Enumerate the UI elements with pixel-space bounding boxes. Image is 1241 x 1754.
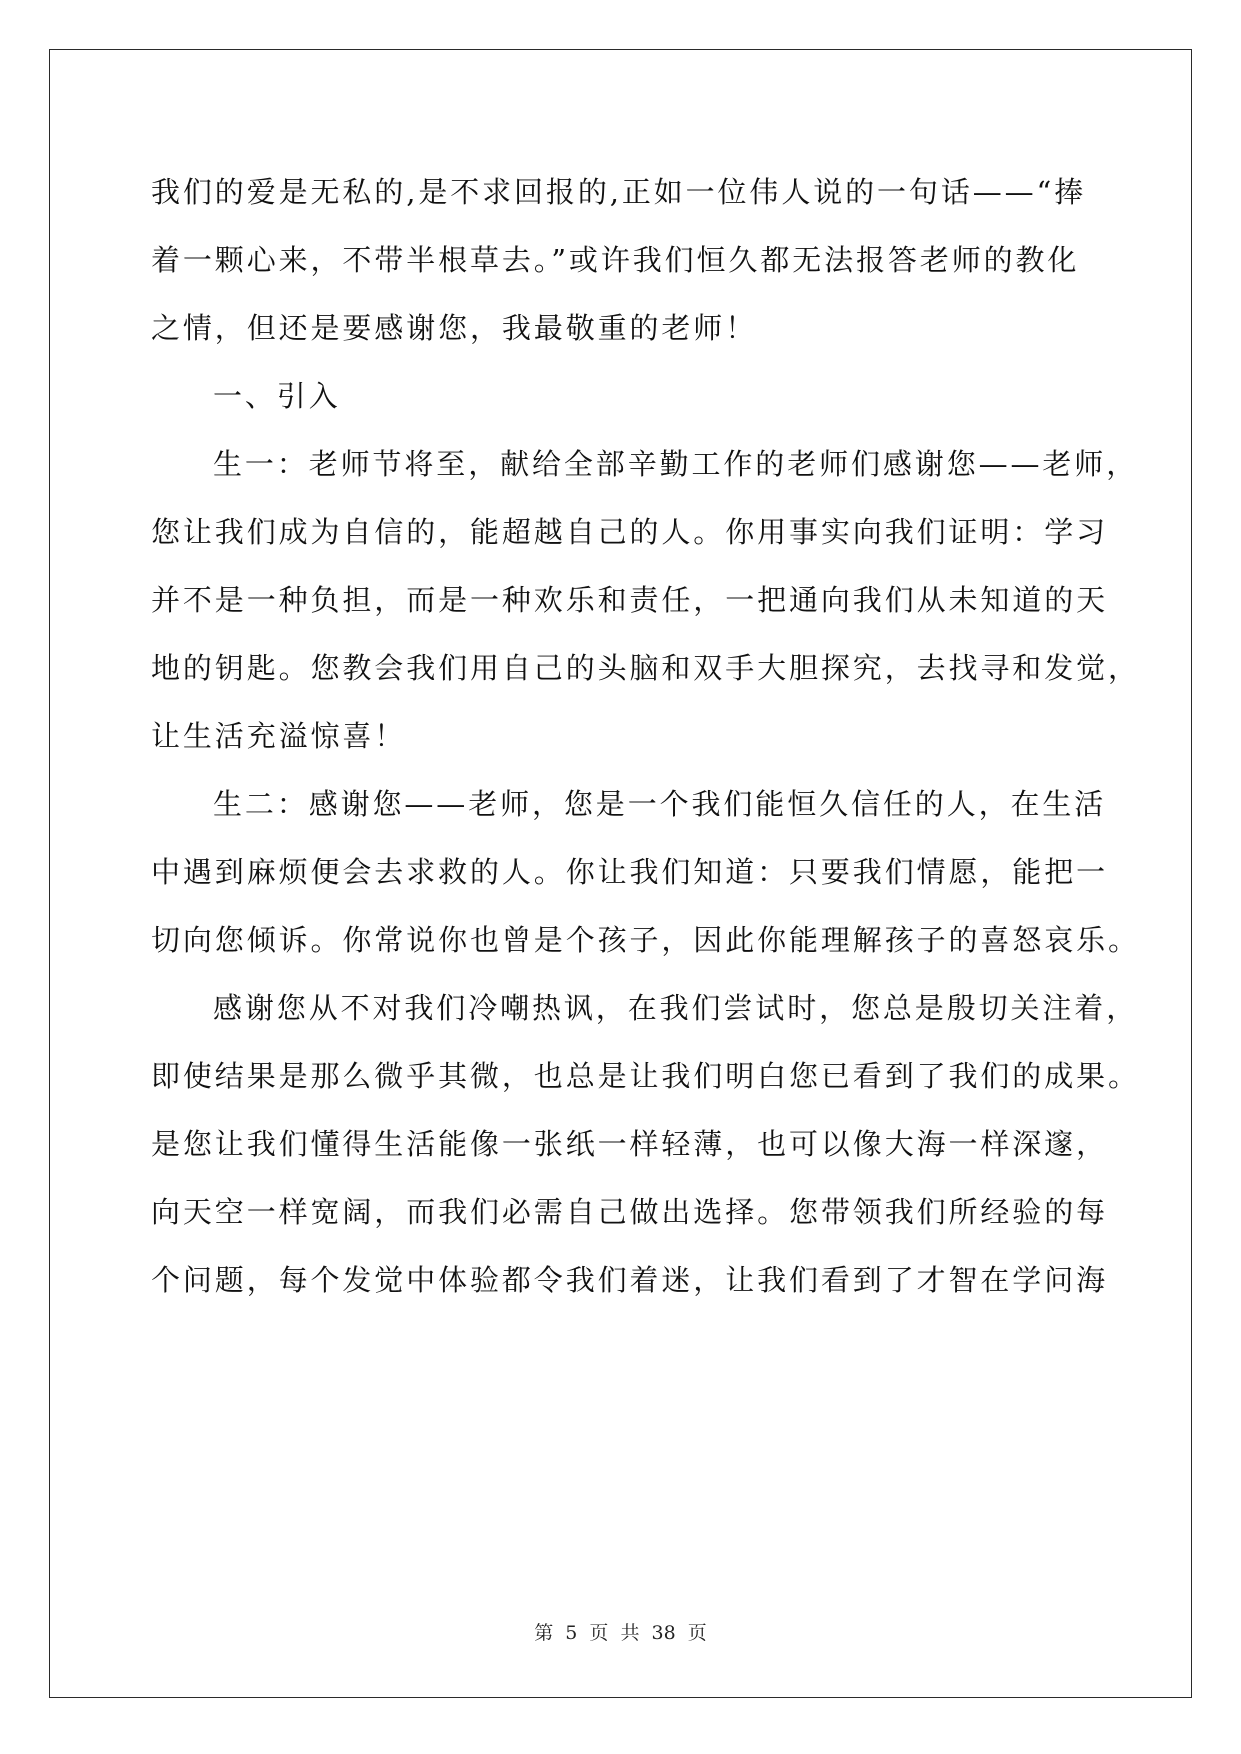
text-line: 一、引入 <box>213 379 341 413</box>
text-line: 生一：老师节将至，献给全部辛勤工作的老师们感谢您——老师， <box>213 447 1139 481</box>
text-line: 并不是一种负担，而是一种欢乐和责任，一把通向我们从未知道的天 <box>151 583 1109 617</box>
text-line: 切向您倾诉。你常说你也曾是个孩子，因此你能理解孩子的喜怒哀乐。 <box>151 923 1140 957</box>
text-line: 中遇到麻烦便会去求救的人。你让我们知道：只要我们情愿，能把一 <box>151 855 1109 889</box>
text-line: 您让我们成为自信的，能超越自己的人。你用事实向我们证明：学习 <box>151 515 1109 549</box>
text-line: 生二：感谢您——老师，您是一个我们能恒久信任的人，在生活 <box>213 787 1107 821</box>
paragraph <box>151 974 1140 1314</box>
text-line: 个问题，每个发觉中体验都令我们着迷，让我们看到了才智在学问海 <box>151 1263 1109 1297</box>
text-line: 即使结果是那么微乎其微，也总是让我们明白您已看到了我们的成果。 <box>151 1059 1140 1093</box>
text-line: 感谢您从不对我们冷嘲热讽，在我们尝试时，您总是殷切关注着， <box>213 991 1139 1025</box>
text-line: 地的钥匙。您教会我们用自己的头脑和双手大胆探究，去找寻和发觉， <box>151 651 1140 685</box>
paragraph <box>151 430 1140 770</box>
document-body <box>151 158 1140 1314</box>
text-line: 向天空一样宽阔，而我们必需自己做出选择。您带领我们所经验的每 <box>151 1195 1109 1229</box>
paragraph <box>151 158 1091 362</box>
text-line: 让生活充溢惊喜！ <box>151 719 407 753</box>
text-line: 是您让我们懂得生活能像一张纸一样轻薄，也可以像大海一样深邃， <box>151 1127 1109 1161</box>
text-line: 着一颗心来，不带半根草去。”或许我们恒久都无法报答老师的教化 <box>151 243 1080 277</box>
text-line: 我们的爱是无私的,是不求回报的,正如一位伟人说的一句话——“捧 <box>151 175 1087 209</box>
paragraph <box>151 770 1140 974</box>
section-heading <box>151 362 1091 430</box>
page-number-footer: 第 5 页 共 38 页 <box>534 1622 707 1644</box>
text-line: 之情，但还是要感谢您，我最敬重的老师！ <box>151 311 758 345</box>
